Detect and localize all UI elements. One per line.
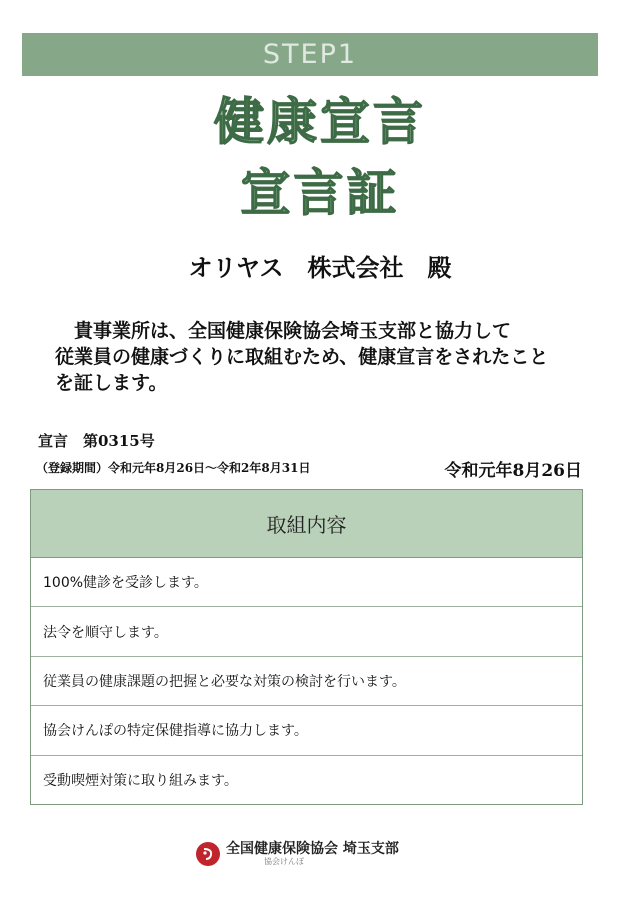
recipient-name: オリヤス 株式会社 殿: [188, 253, 452, 282]
activities-header: 取組内容: [31, 490, 582, 558]
body-line-1: 貴事業所は、全国健康保険協会埼玉支部と協力して: [74, 320, 512, 342]
issuer-text: [226, 841, 399, 866]
activities-list: [31, 558, 582, 805]
declaration-number: 宣言 第0315号: [38, 432, 155, 450]
activities-box: [30, 489, 583, 805]
activity-item: 法令を順守します。: [31, 607, 582, 656]
registration-period: （登録期間）令和元年8月26日～令和2年8月31日: [36, 461, 311, 475]
issue-date: 令和元年8月26日: [444, 461, 582, 481]
body-line-2: 従業員の健康づくりに取組むため、健康宣言をされたこと: [55, 346, 549, 368]
body-line-3: を証します。: [55, 372, 168, 394]
issuer-footer: [196, 834, 399, 874]
activity-item: 受動喫煙対策に取り組みます。: [43, 773, 238, 790]
certificate-body: [55, 318, 615, 396]
issuer-sub-name: 協会けんぽ: [264, 857, 304, 867]
title-line-2: 宣言証: [240, 164, 400, 222]
issuer-name: 全国健康保険協会 埼玉支部: [226, 841, 399, 858]
kyokai-kenpo-logo-icon: [196, 842, 220, 866]
activity-item: 100%健診を受診します。: [31, 558, 582, 607]
step-label: STEP1: [262, 39, 358, 70]
activity-item: 従業員の健康課題の把握と必要な対策の検討を行います。: [31, 657, 582, 706]
title-line-1: 健康宣言: [214, 93, 426, 151]
step-banner: [22, 33, 598, 76]
activity-item: 協会けんぽの特定保健指導に協力します。: [31, 706, 582, 755]
logo-swirl-icon: [200, 846, 216, 862]
